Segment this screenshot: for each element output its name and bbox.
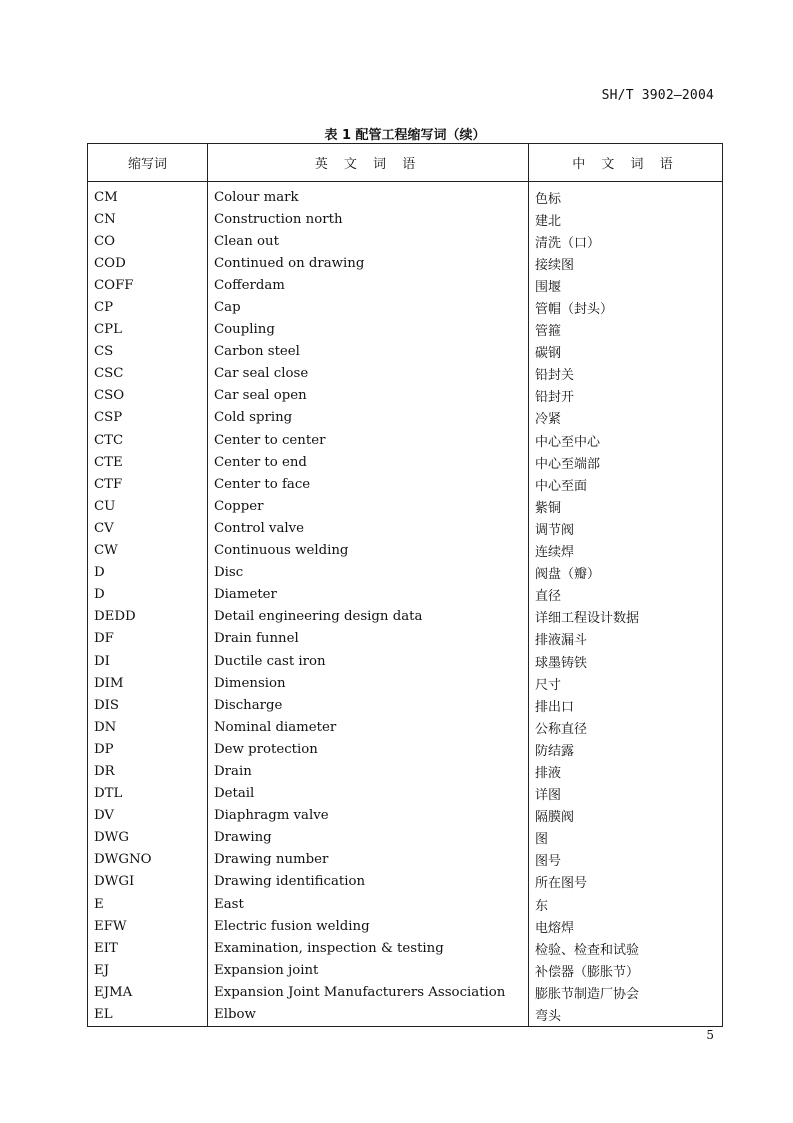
chinese-term-cell: 图 xyxy=(529,827,723,849)
abbreviation-cell: D xyxy=(88,562,208,584)
chinese-term-cell: 公称直径 xyxy=(529,716,723,738)
header-row xyxy=(88,144,723,182)
chinese-term-cell: 铅封开 xyxy=(529,385,723,407)
english-term-cell: Discharge xyxy=(208,694,529,716)
english-term-cell: Drawing identification xyxy=(208,871,529,893)
abbreviation-cell: EL xyxy=(88,1003,208,1026)
abbreviation-cell: CO xyxy=(88,230,208,252)
english-term-cell: Expansion joint xyxy=(208,959,529,981)
english-term-cell: Coupling xyxy=(208,319,529,341)
table-row xyxy=(88,341,723,363)
chinese-term-cell: 详图 xyxy=(529,783,723,805)
table-header xyxy=(88,144,723,182)
abbreviation-cell: CW xyxy=(88,540,208,562)
chinese-term-cell: 管帽（封头） xyxy=(529,296,723,318)
table-row xyxy=(88,407,723,429)
english-term-cell: Drawing xyxy=(208,827,529,849)
chinese-term-cell: 东 xyxy=(529,893,723,915)
abbreviation-cell: DR xyxy=(88,760,208,782)
english-term-cell: Nominal diameter xyxy=(208,716,529,738)
english-term-cell: Construction north xyxy=(208,208,529,230)
table-row xyxy=(88,915,723,937)
table-row xyxy=(88,738,723,760)
table-row xyxy=(88,517,723,539)
abbreviation-cell: DTL xyxy=(88,783,208,805)
abbreviation-cell: D xyxy=(88,584,208,606)
abbreviation-cell: DN xyxy=(88,716,208,738)
table-row xyxy=(88,694,723,716)
table-row xyxy=(88,274,723,296)
abbreviation-cell: DF xyxy=(88,628,208,650)
chinese-term-cell: 中心至面 xyxy=(529,473,723,495)
table-row xyxy=(88,451,723,473)
table-row xyxy=(88,871,723,893)
table-row xyxy=(88,208,723,230)
chinese-term-cell: 接续图 xyxy=(529,252,723,274)
abbreviation-cell: DWG xyxy=(88,827,208,849)
english-term-cell: Cold spring xyxy=(208,407,529,429)
table-row xyxy=(88,385,723,407)
table-row xyxy=(88,981,723,1003)
abbreviation-cell: DV xyxy=(88,805,208,827)
english-term-cell: Detail xyxy=(208,783,529,805)
table-row xyxy=(88,849,723,871)
abbreviation-cell: CTC xyxy=(88,429,208,451)
page-number: 5 xyxy=(706,1028,714,1042)
chinese-term-cell: 中心至端部 xyxy=(529,451,723,473)
column-header-chinese: 中 文 词 语 xyxy=(529,144,723,182)
chinese-term-cell: 铅封关 xyxy=(529,363,723,385)
chinese-term-cell: 连续焊 xyxy=(529,540,723,562)
english-term-cell: Carbon steel xyxy=(208,341,529,363)
chinese-term-cell: 详细工程设计数据 xyxy=(529,606,723,628)
abbreviation-cell: DP xyxy=(88,738,208,760)
table-row xyxy=(88,562,723,584)
abbreviation-cell: DIM xyxy=(88,672,208,694)
table-row xyxy=(88,783,723,805)
chinese-term-cell: 球墨铸铁 xyxy=(529,650,723,672)
english-term-cell: Ductile cast iron xyxy=(208,650,529,672)
english-term-cell: Electric fusion welding xyxy=(208,915,529,937)
table-row xyxy=(88,319,723,341)
chinese-term-cell: 阀盘（瓣） xyxy=(529,562,723,584)
table-row xyxy=(88,672,723,694)
table-row xyxy=(88,716,723,738)
chinese-term-cell: 色标 xyxy=(529,182,723,209)
table-row xyxy=(88,363,723,385)
abbreviation-cell: EJ xyxy=(88,959,208,981)
chinese-term-cell: 排液 xyxy=(529,760,723,782)
table-row xyxy=(88,473,723,495)
english-term-cell: Diaphragm valve xyxy=(208,805,529,827)
table-row xyxy=(88,296,723,318)
abbreviation-cell: CPL xyxy=(88,319,208,341)
chinese-term-cell: 隔膜阀 xyxy=(529,805,723,827)
table-row xyxy=(88,760,723,782)
english-term-cell: Dew protection xyxy=(208,738,529,760)
column-header-english: 英 文 词 语 xyxy=(208,144,529,182)
abbreviation-cell: DWGNO xyxy=(88,849,208,871)
english-term-cell: Examination, inspection & testing xyxy=(208,937,529,959)
abbreviation-cell: COD xyxy=(88,252,208,274)
table-row xyxy=(88,893,723,915)
table-row xyxy=(88,650,723,672)
english-term-cell: Continuous welding xyxy=(208,540,529,562)
table-row xyxy=(88,937,723,959)
english-term-cell: Center to end xyxy=(208,451,529,473)
abbreviation-cell: CTF xyxy=(88,473,208,495)
chinese-term-cell: 清洗（口） xyxy=(529,230,723,252)
table-row xyxy=(88,959,723,981)
english-term-cell: Continued on drawing xyxy=(208,252,529,274)
english-term-cell: Clean out xyxy=(208,230,529,252)
abbreviation-cell: DEDD xyxy=(88,606,208,628)
abbreviation-cell: CSO xyxy=(88,385,208,407)
chinese-term-cell: 冷紧 xyxy=(529,407,723,429)
chinese-term-cell: 图号 xyxy=(529,849,723,871)
english-term-cell: Cap xyxy=(208,296,529,318)
chinese-term-cell: 围堰 xyxy=(529,274,723,296)
abbreviation-cell: CV xyxy=(88,517,208,539)
abbreviation-cell: CSP xyxy=(88,407,208,429)
english-term-cell: Car seal close xyxy=(208,363,529,385)
table-row xyxy=(88,495,723,517)
english-term-cell: Drain xyxy=(208,760,529,782)
table-row xyxy=(88,429,723,451)
abbreviation-cell: CU xyxy=(88,495,208,517)
document-code: SH/T 3902—2004 xyxy=(601,88,714,103)
english-term-cell: Copper xyxy=(208,495,529,517)
english-term-cell: Car seal open xyxy=(208,385,529,407)
table-row xyxy=(88,230,723,252)
abbreviation-cell: DWGI xyxy=(88,871,208,893)
abbreviation-cell: COFF xyxy=(88,274,208,296)
chinese-term-cell: 建北 xyxy=(529,208,723,230)
table-caption: 表 1 配管工程缩写词（续） xyxy=(324,128,486,143)
english-term-cell: Center to center xyxy=(208,429,529,451)
abbreviation-cell: E xyxy=(88,893,208,915)
table-row xyxy=(88,805,723,827)
chinese-term-cell: 直径 xyxy=(529,584,723,606)
chinese-term-cell: 调节阀 xyxy=(529,517,723,539)
english-term-cell: Elbow xyxy=(208,1003,529,1026)
table-row xyxy=(88,628,723,650)
abbreviation-cell: DI xyxy=(88,650,208,672)
english-term-cell: Detail engineering design data xyxy=(208,606,529,628)
abbreviation-cell: EIT xyxy=(88,937,208,959)
abbreviation-cell: EJMA xyxy=(88,981,208,1003)
column-header-abbreviation: 缩写词 xyxy=(88,144,208,182)
table-row xyxy=(88,182,723,209)
abbreviation-cell: CN xyxy=(88,208,208,230)
chinese-term-cell: 紫铜 xyxy=(529,495,723,517)
chinese-term-cell: 管箍 xyxy=(529,319,723,341)
abbreviation-cell: CP xyxy=(88,296,208,318)
chinese-term-cell: 碳钢 xyxy=(529,341,723,363)
abbreviation-cell: DIS xyxy=(88,694,208,716)
table-body xyxy=(88,182,723,1027)
english-term-cell: Drain funnel xyxy=(208,628,529,650)
chinese-term-cell: 尺寸 xyxy=(529,672,723,694)
table-row xyxy=(88,606,723,628)
chinese-term-cell: 防结露 xyxy=(529,738,723,760)
chinese-term-cell: 膨胀节制造厂协会 xyxy=(529,981,723,1003)
abbreviation-cell: CM xyxy=(88,182,208,209)
english-term-cell: Drawing number xyxy=(208,849,529,871)
chinese-term-cell: 排液漏斗 xyxy=(529,628,723,650)
english-term-cell: Disc xyxy=(208,562,529,584)
table-row xyxy=(88,540,723,562)
chinese-term-cell: 检验、检查和试验 xyxy=(529,937,723,959)
english-term-cell: Control valve xyxy=(208,517,529,539)
english-term-cell: Expansion Joint Manufacturers Association xyxy=(208,981,529,1003)
english-term-cell: Dimension xyxy=(208,672,529,694)
abbreviation-cell: CTE xyxy=(88,451,208,473)
english-term-cell: Cofferdam xyxy=(208,274,529,296)
chinese-term-cell: 电熔焊 xyxy=(529,915,723,937)
abbreviation-cell: CSC xyxy=(88,363,208,385)
table-row xyxy=(88,252,723,274)
table-row xyxy=(88,584,723,606)
english-term-cell: East xyxy=(208,893,529,915)
english-term-cell: Diameter xyxy=(208,584,529,606)
chinese-term-cell: 所在图号 xyxy=(529,871,723,893)
chinese-term-cell: 弯头 xyxy=(529,1003,723,1026)
abbreviation-cell: EFW xyxy=(88,915,208,937)
abbreviation-table xyxy=(87,143,723,1027)
table-row xyxy=(88,1003,723,1026)
english-term-cell: Center to face xyxy=(208,473,529,495)
chinese-term-cell: 补偿器（膨胀节） xyxy=(529,959,723,981)
chinese-term-cell: 排出口 xyxy=(529,694,723,716)
english-term-cell: Colour mark xyxy=(208,182,529,209)
table-row xyxy=(88,827,723,849)
chinese-term-cell: 中心至中心 xyxy=(529,429,723,451)
abbreviation-cell: CS xyxy=(88,341,208,363)
